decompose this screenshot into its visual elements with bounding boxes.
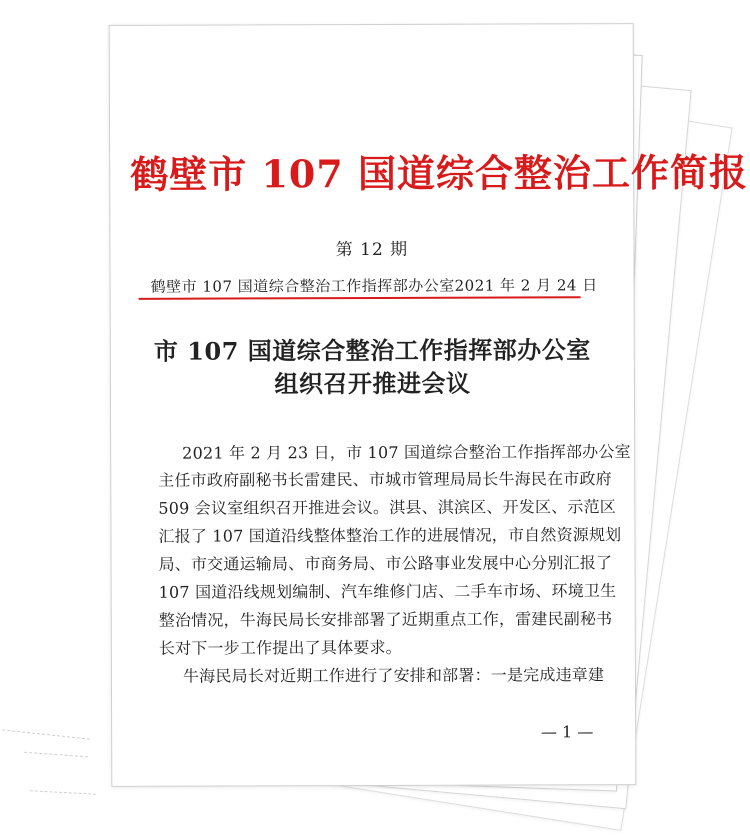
issue-date: 2021 年 2 月 24 日 bbox=[454, 276, 598, 295]
red-divider bbox=[139, 296, 581, 300]
decorative-dash-line bbox=[30, 790, 96, 794]
bulletin-title: 鹤壁市 107 国道综合整治工作简报 bbox=[130, 149, 749, 197]
page-number: — 1 — bbox=[540, 722, 594, 742]
issue-number: 第 12 期 bbox=[335, 239, 409, 261]
article-headline-line-2: 组织召开推进会议 bbox=[274, 368, 471, 399]
body-line-4: 汇报了 107 国道沿线整体整治工作的进展情况，市自然资源规划 bbox=[158, 525, 622, 546]
body-line-7: 整治情况，牛海民局长安排部署了近期重点工作，雷建民副秘书 bbox=[158, 609, 613, 630]
document-page bbox=[109, 23, 749, 787]
body-line-1: 2021 年 2 月 23 日，市 107 国道综合整治工作指挥部办公室 bbox=[182, 442, 631, 463]
body-line-2: 主任市政府副秘书长雷建民、市城市管理局局长牛海民在市政府 bbox=[158, 469, 612, 490]
body-line-6: 107 国道沿线规划编制、汽车维修门店、二手车市场、环境卫生 bbox=[158, 581, 617, 602]
body-line-3: 509 会议室组织召开推进会议。淇县、淇滨区、开发区、示范区 bbox=[158, 497, 617, 518]
body-line-9: 牛海民局长对近期工作进行了安排和部署：一是完成违章建 bbox=[182, 665, 605, 686]
body-line-5: 局、市交通运输局、市商务局、市公路事业发展中心分别汇报了 bbox=[158, 553, 613, 574]
issuer-org: 鹤壁市 107 国道综合整治工作指挥部办公室 bbox=[150, 276, 455, 296]
body-line-8: 长对下一步工作提出了具体要求。 bbox=[158, 637, 402, 658]
decorative-dash-line bbox=[2, 729, 90, 739]
decorative-dash-line bbox=[24, 752, 88, 757]
article-headline-line-1: 市 107 国道综合整治工作指挥部办公室 bbox=[153, 335, 591, 366]
